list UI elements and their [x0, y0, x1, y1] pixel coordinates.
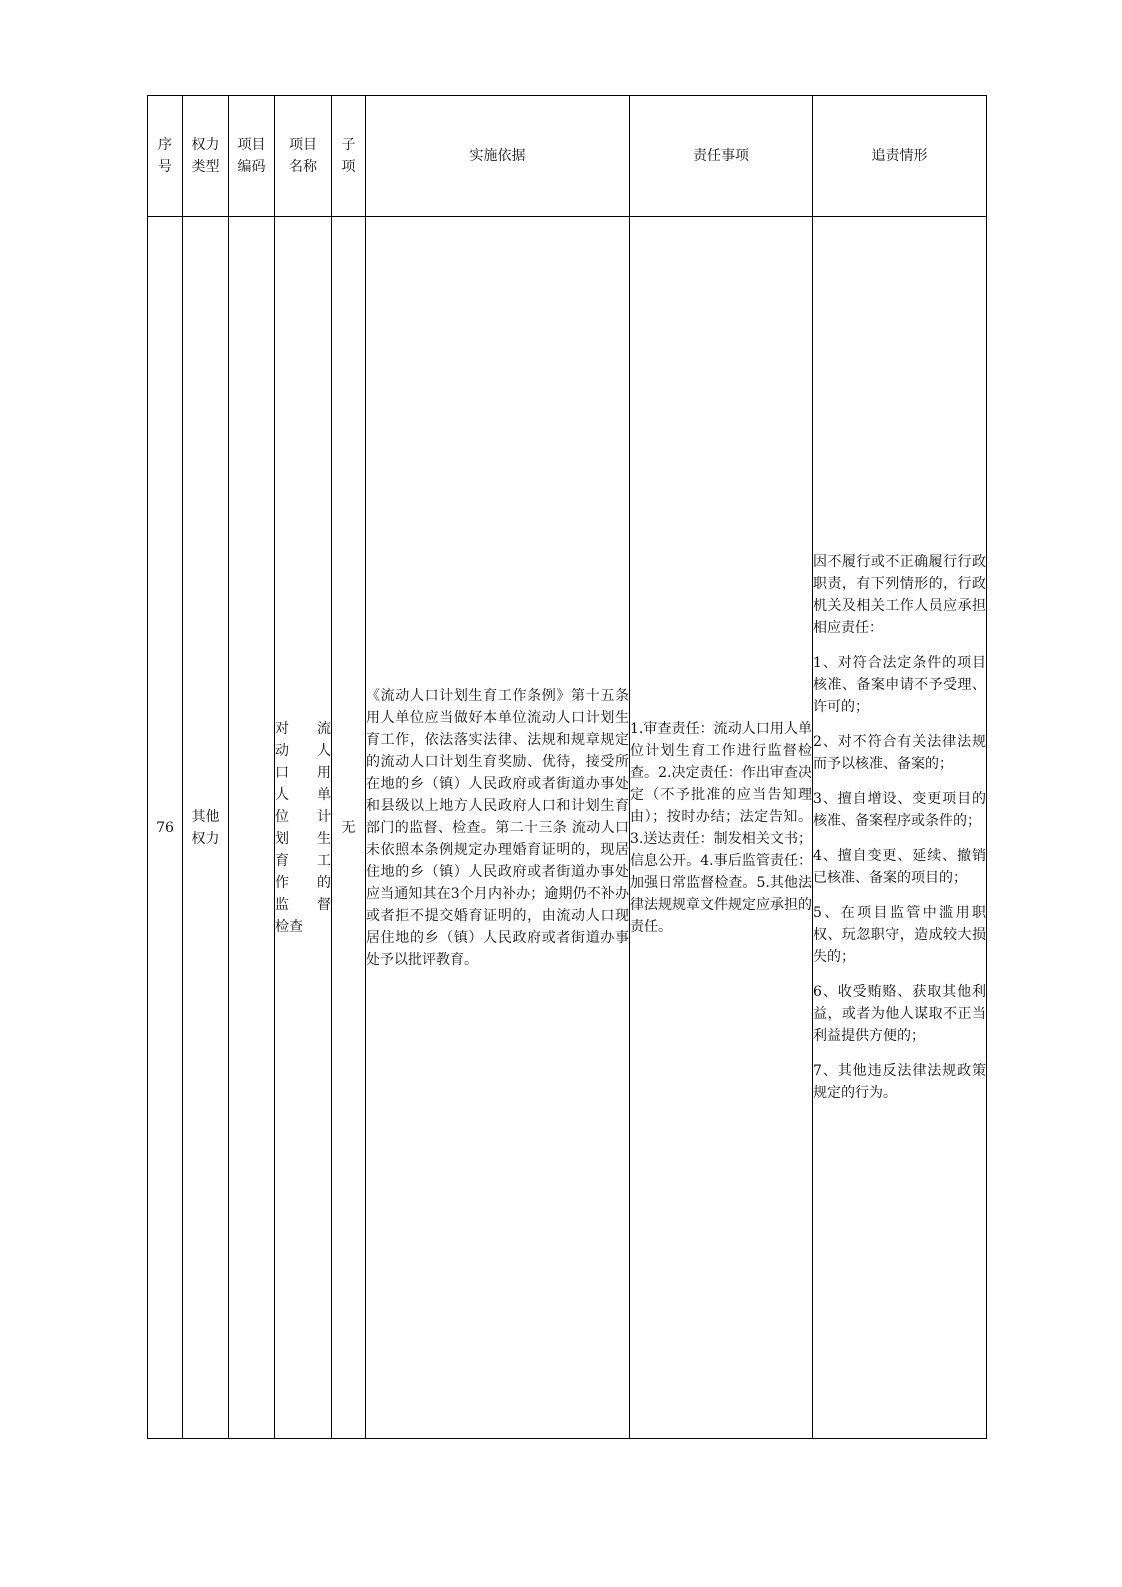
list-item: 1、对符合法定条件的项目核准、备案申请不予受理、许可的； [813, 655, 986, 715]
header-item-code: 项目 编码 [229, 96, 275, 217]
row-accountability-cases [813, 217, 987, 1439]
row-item-code [229, 217, 275, 1439]
row-power-type: 其他 权力 [183, 217, 229, 1439]
row-sub-item: 无 [332, 217, 366, 1439]
header-implementation-basis: 实施依据 [366, 96, 630, 217]
list-item: 4、擅自变更、延续、撤销已核准、备案的项目的； [813, 848, 986, 886]
list-item: 5、在项目监管中滥用职权、玩忽职守，造成较大损失的； [813, 905, 986, 965]
header-responsibility-items: 责任事项 [630, 96, 813, 217]
power-list-table [147, 95, 987, 1439]
list-item: 7、其他违反法律法规政策规定的行为。 [813, 1063, 986, 1101]
header-power-type: 权力 类型 [183, 96, 229, 217]
list-item: 3、擅自增设、变更项目的核准、备案程序或条件的； [813, 791, 986, 829]
header-serial-number: 序 号 [148, 96, 183, 217]
row-responsibility-items: 1.审查责任：流动人口用人单位计划生育工作进行监督检查。2.决定责任：作出审查决定（不予批准的应当告知理由）；按时办结；法定告知。3.送达责任：制发相关文书；信息公开。4.事后监管责任：加强日常监督检查。5.其他法律法规规章文件规定应承担的责任。 [630, 217, 813, 1439]
row-serial-number: 76 [148, 217, 183, 1439]
table-row [148, 217, 987, 1439]
list-item: 6、收受贿赂、获取其他利益，或者为他人谋取不正当利益提供方便的； [813, 984, 986, 1044]
row-item-name: 对流 动人 口用 人单 位计 划生 育工 作的 监督 检查 [275, 217, 332, 1439]
header-item-name: 项目 名称 [275, 96, 332, 217]
header-sub-item: 子 项 [332, 96, 366, 217]
accountability-intro: 因不履行或不正确履行行政职责，有下列情形的，行政机关及相关工作人员应承担相应责任： [813, 554, 986, 636]
header-accountability-cases: 追责情形 [813, 96, 987, 217]
list-item: 2、对不符合有关法律法规而予以核准、备案的； [813, 734, 986, 772]
row-implementation-basis: 《流动人口计划生育工作条例》第十五条 用人单位应当做好本单位流动人口计划生育工作，依法落实法律、法规和规章规定的流动人口计划生育奖励、优待，接受所在地的乡（镇）人民政府或者街道办事处和县级以上地方人民政府人口和计划生育部门的监督、检查。第二十三条 流动人口未依照本条例规定办理婚育证明的，现居住地的乡（镇）人民政府或者街道办事处应当通知其在3个月内补办；逾期仍不补办或者拒不提交婚育证明的，由流动人口现居住地的乡（镇）人民政府或者街道办事处予以批评教育。 [366, 217, 630, 1439]
table-header-row [148, 96, 987, 217]
